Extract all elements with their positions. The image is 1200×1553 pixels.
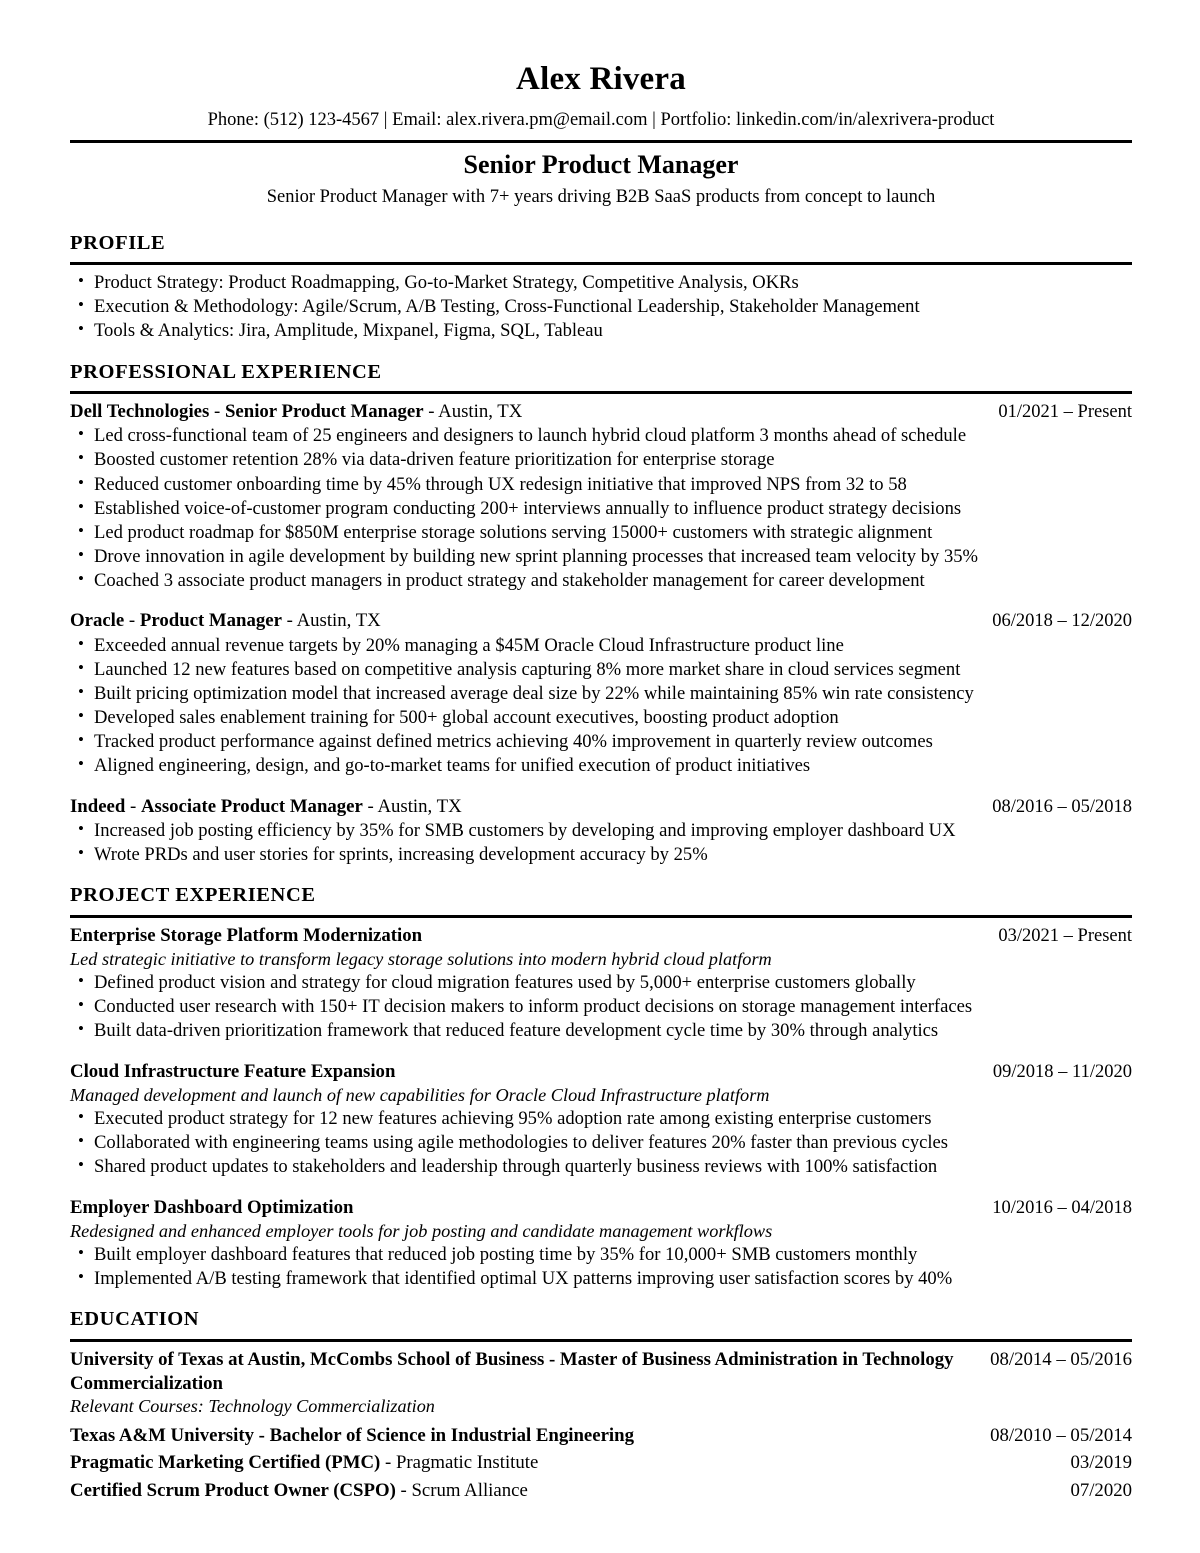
section-divider-education <box>70 1339 1132 1342</box>
company-name: Dell Technologies <box>70 401 210 423</box>
project-entry <box>70 1196 1132 1292</box>
list-item: • Drove innovation in agile development by building new sprint planning processes that increased team velocity by 35% <box>70 545 1132 569</box>
list-item: • Executed product strategy for 12 new features achieving 95% adoption rate among existing enterprise customers <box>70 1107 1132 1131</box>
job-date-range: 06/2018 – 12/2020 <box>992 611 1132 632</box>
project-description: Redesigned and enhanced employer tools for job posting and candidate management workflows <box>70 1220 773 1241</box>
list-item: • Conducted user research with 150+ IT decision makers to inform product decisions on storage management interfaces <box>70 995 1132 1019</box>
experience-entry <box>70 609 1132 778</box>
contact-line: Phone: (512) 123-4567 | Email: alex.rivera.pm@email.com | Portfolio: linkedin.com/in/alexrivera-product <box>207 109 995 130</box>
list-item: • Led product roadmap for $850M enterprise storage solutions serving 15000+ customers with strategic alignment <box>70 521 1132 545</box>
certification-issuer: - Pragmatic Institute <box>380 1452 539 1474</box>
certification-title <box>70 1479 528 1503</box>
education-entry <box>70 1348 1132 1418</box>
section-profile <box>70 232 1132 344</box>
project-entry <box>70 1060 1132 1180</box>
experience-entry-header <box>70 609 1132 633</box>
project-description: Led strategic initiative to transform legacy storage solutions into modern hybrid cloud platform <box>70 948 772 969</box>
list-item: • Built employer dashboard features that reduced job posting time by 35% for 10,000+ SMB customers monthly <box>70 1243 1132 1267</box>
job-location: Austin, TX <box>438 401 523 423</box>
job-role: Product Manager <box>139 610 282 632</box>
list-item: • Implemented A/B testing framework that identified optimal UX patterns improving user satisfaction scores by 40% <box>70 1267 1132 1291</box>
section-divider-projects <box>70 915 1132 918</box>
section-divider-experience <box>70 391 1132 394</box>
company-name: Oracle <box>70 610 125 632</box>
certification-issuer: - Scrum Alliance <box>395 1479 528 1501</box>
list-item: • Boosted customer retention 28% via data-driven feature prioritization for enterprise storage <box>70 448 1132 472</box>
project-entry-header <box>70 1060 1132 1084</box>
section-title-projects: PROJECT EXPERIENCE <box>70 884 316 907</box>
project-date-range: 10/2016 – 04/2018 <box>992 1197 1132 1218</box>
professional-summary: Senior Product Manager with 7+ years driving B2B SaaS products from concept to launch <box>266 187 936 208</box>
list-item: • Aligned engineering, design, and go-to-market teams for unified execution of product initiatives <box>70 754 1132 778</box>
education-date-range: 08/2014 – 05/2016 <box>990 1348 1132 1370</box>
experience-bullet-list <box>70 424 1132 593</box>
project-entry <box>70 924 1132 1044</box>
experience-entry-title: Indeed - Associate Product Manager - Austin, TX <box>70 795 462 817</box>
list-item: • Coached 3 associate product managers in product strategy and stakeholder management for career development <box>70 569 1132 593</box>
list-item: • Reduced customer onboarding time by 45% through UX redesign initiative that improved NPS from 32 to 58 <box>70 473 1132 497</box>
candidate-name: Alex Rivera <box>516 61 686 97</box>
project-entry-header <box>70 924 1132 948</box>
project-name: Enterprise Storage Platform Modernization <box>70 924 423 946</box>
section-title-profile: PROFILE <box>70 231 166 254</box>
experience-entry-title: Dell Technologies - Senior Product Manager - Austin, TX <box>70 401 523 423</box>
education-degree-line <box>70 1348 1132 1395</box>
section-education <box>70 1308 1132 1503</box>
list-item: • Established voice-of-customer program conducting 200+ interviews annually to influence product strategy decisions <box>70 497 1132 521</box>
project-bullet-list <box>70 971 1132 1044</box>
education-entry <box>70 1424 1132 1448</box>
certification-row <box>70 1479 1132 1503</box>
job-location: Austin, TX <box>377 795 462 817</box>
experience-entry <box>70 795 1132 867</box>
list-item: • Defined product vision and strategy for cloud migration features used by 5,000+ enterprise customers globally <box>70 971 1132 995</box>
education-date-range: 08/2010 – 05/2014 <box>990 1424 1132 1446</box>
list-item: • Wrote PRDs and user stories for sprints, increasing development accuracy by 25% <box>70 843 1132 867</box>
company-name: Indeed <box>70 795 126 817</box>
project-entry-header <box>70 1196 1132 1220</box>
education-relevant-courses: Relevant Courses: Technology Commercialization <box>70 1396 435 1417</box>
list-item: • Execution & Methodology: Agile/Scrum, A/B Testing, Cross-Functional Leadership, Stakeholder Management <box>70 295 1132 319</box>
job-title-headline: Senior Product Manager <box>463 149 739 179</box>
project-date-range: 03/2021 – Present <box>998 925 1132 946</box>
list-item: • Built data-driven prioritization framework that reduced feature development cycle time by 30% through analytics <box>70 1019 1132 1043</box>
section-project-experience <box>70 884 1132 1291</box>
project-bullet-list <box>70 1243 1132 1291</box>
experience-bullet-list <box>70 819 1132 867</box>
experience-entry-header <box>70 400 1132 424</box>
job-date-range: 08/2016 – 05/2018 <box>992 796 1132 817</box>
certification-date: 03/2019 <box>1070 1452 1132 1474</box>
list-item: • Launched 12 new features based on competitive analysis capturing 8% more market share in cloud services segment <box>70 658 1132 682</box>
list-item: • Developed sales enablement training for 500+ global account executives, boosting product adoption <box>70 706 1132 730</box>
list-item: • Increased job posting efficiency by 35% for SMB customers by developing and improving employer dashboard UX <box>70 819 1132 843</box>
list-item: • Exceeded annual revenue targets by 20% managing a $45M Oracle Cloud Infrastructure product line <box>70 634 1132 658</box>
project-name: Employer Dashboard Optimization <box>70 1196 354 1218</box>
job-role: Associate Product Manager <box>140 795 363 817</box>
experience-bullet-list <box>70 634 1132 779</box>
section-divider-profile <box>70 262 1132 265</box>
certification-date: 07/2020 <box>1070 1479 1132 1501</box>
list-item: • Collaborated with engineering teams using agile methodologies to deliver features 20% faster than previous cycles <box>70 1131 1132 1155</box>
section-title-education: EDUCATION <box>70 1308 200 1331</box>
certification-title <box>70 1451 538 1475</box>
job-date-range: 01/2021 – Present <box>998 402 1132 423</box>
experience-entry-title: Oracle - Product Manager - Austin, TX <box>70 610 381 632</box>
experience-entry-header <box>70 795 1132 819</box>
certification-name: Certified Scrum Product Owner (CSPO) <box>70 1479 396 1501</box>
project-description: Managed development and launch of new capabilities for Oracle Cloud Infrastructure platform <box>70 1084 770 1105</box>
job-location: Austin, TX <box>296 610 381 632</box>
list-item: • Built pricing optimization model that increased average deal size by 22% while maintaining 85% win rate consistency <box>70 682 1132 706</box>
education-school-degree: Texas A&M University - Bachelor of Science in Industrial Engineering <box>70 1424 634 1446</box>
section-title-experience: PROFESSIONAL EXPERIENCE <box>70 360 382 383</box>
list-item: • Product Strategy: Product Roadmapping, Go-to-Market Strategy, Competitive Analysis, OKRs <box>70 271 1132 295</box>
list-item: • Led cross-functional team of 25 engineers and designers to launch hybrid cloud platform 3 months ahead of schedule <box>70 424 1132 448</box>
education-school-degree: University of Texas at Austin, McCombs School of Business - Master of Business Administration in Technology Commercialization <box>70 1348 954 1394</box>
list-item: • Shared product updates to stakeholders and leadership through quarterly business reviews with 100% satisfaction <box>70 1155 1132 1179</box>
list-item: • Tools & Analytics: Jira, Amplitude, Mixpanel, Figma, SQL, Tableau <box>70 319 1132 343</box>
resume-header <box>70 62 1132 210</box>
project-name: Cloud Infrastructure Feature Expansion <box>70 1060 396 1082</box>
project-date-range: 09/2018 – 11/2020 <box>992 1061 1132 1082</box>
certification-name: Pragmatic Marketing Certified (PMC) <box>70 1452 381 1474</box>
experience-entry <box>70 400 1132 593</box>
section-professional-experience <box>70 361 1132 868</box>
profile-bullet-list <box>70 271 1132 344</box>
job-role: Senior Product Manager <box>224 401 424 423</box>
certification-row <box>70 1451 1132 1475</box>
list-item: • Tracked product performance against defined metrics achieving 40% improvement in quarterly review outcomes <box>70 730 1132 754</box>
project-bullet-list <box>70 1107 1132 1180</box>
header-divider <box>70 140 1132 143</box>
